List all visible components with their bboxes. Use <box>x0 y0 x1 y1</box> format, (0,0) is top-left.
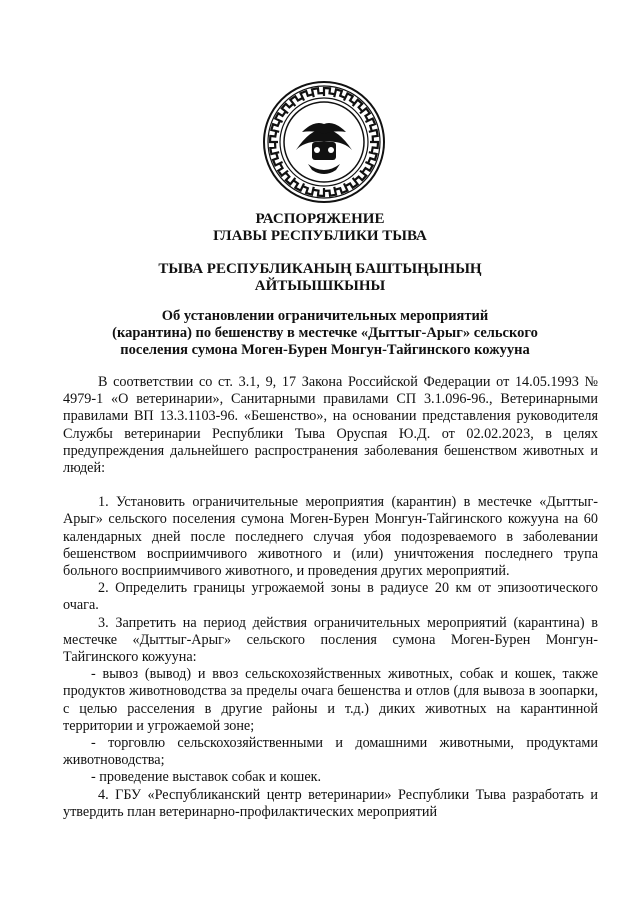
clause-3-paragraph: 3. Запретить на период действия ограничительных мероприятий (карантина) в местечке «Дыттыг-Арыг» сельского посления сумона Моген-Бурен Монгун-Тайгинского кожууна: <box>63 614 598 666</box>
document-subject <box>60 308 590 359</box>
subject-line-2: (карантина) по бешенству в местечке «Дыттыг-Арыг» сельского <box>112 325 538 341</box>
clause-3-item-2: - торговлю сельскохозяйственными и домашними животными, продуктами животноводства; <box>63 735 598 769</box>
title-tyv-line-2: АЙТЫЫШКЫНЫ <box>254 278 386 294</box>
document-body <box>63 374 598 821</box>
title-tyv-line-1: ТЫВА РЕСПУБЛИКАНЫҢ БАШТЫҢЫНЫҢ <box>158 261 482 277</box>
title-ru-line-1: РАСПОРЯЖЕНИЕ <box>255 211 385 227</box>
clause-4-paragraph: 4. ГБУ «Республиканский центр ветеринарии» Республики Тыва разработать и утвердить план ветеринарно-профилактических мероприятий <box>63 786 598 820</box>
coat-of-arms-emblem <box>262 80 386 204</box>
document-title-tuvan <box>60 261 580 295</box>
clause-3-item-1: - вывоз (вывод) и ввоз сельскохозяйственных животных, собак и кошек, также продуктов животноводства за пределы очага бешенства и отлов (для вывоза в зоопарки, с целью расселения в другие районы и т.д.) диких животных на карантинной территории и угрожаемой зоне; <box>63 666 598 734</box>
document-title-russian <box>60 211 580 245</box>
clause-2-paragraph: 2. Определить границы угрожаемой зоны в радиусе 20 км от эпизоотического очага. <box>63 580 598 614</box>
subject-line-3: поселения сумона Моген-Бурен Монгун-Тайгинского кожууна <box>120 342 530 358</box>
preamble-paragraph: В соответствии со ст. 3.1, 9, 17 Закона Российской Федерации от 14.05.1993 № 4979-1 «О ветеринарии», Санитарными правилами СП 3.1.096-96., Ветеринарными правилами ВП 13.3.1103-96. «Бешенство», на основании представления руководителя Службы ветеринарии Республики Тыва Оруспая Ю.Д. от 02.02.2023, в целях предупреждения дальнейшего распространения заболевания бешенством животных и людей: <box>63 374 598 477</box>
title-ru-line-2: ГЛАВЫ РЕСПУБЛИКИ ТЫВА <box>213 228 427 244</box>
subject-line-1: Об установлении ограничительных мероприятий <box>161 308 489 324</box>
clause-3-item-3: - проведение выставок собак и кошек. <box>91 769 322 786</box>
clause-1-paragraph: 1. Установить ограничительные мероприятия (карантин) в местечке «Дыттыг-Арыг» сельского поселения сумона Моген-Бурен Монгун-Тайгинского кожууна на 60 календарных дней после последнего случая убоя подозреваемого в заболевании бешенством восприимчивого животного и (или) уничтожения последнего трупа больного восприимчивого животного, и проведения других мероприятий. <box>63 494 598 580</box>
